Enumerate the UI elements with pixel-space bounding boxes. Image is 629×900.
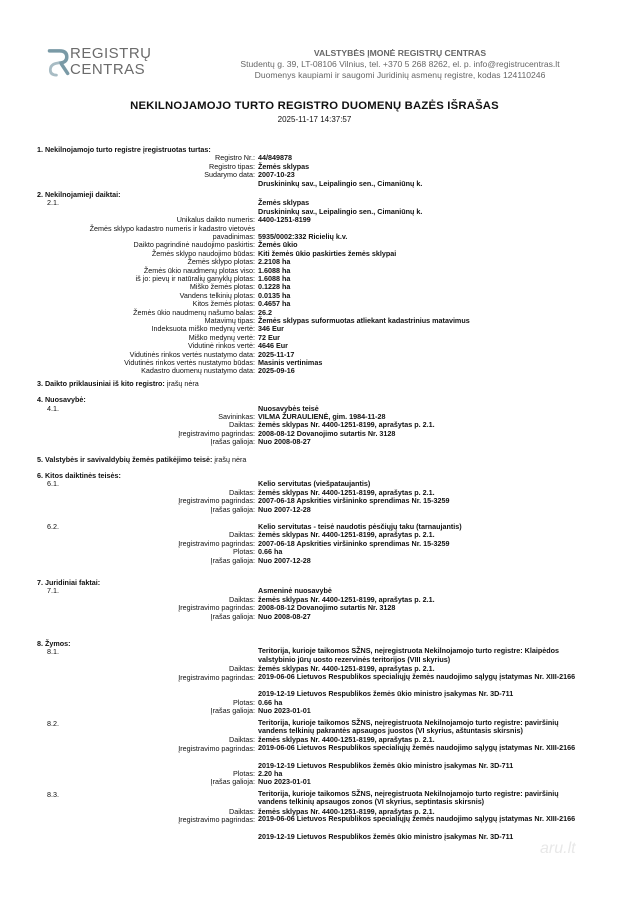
section-heading-text: 8. Žymos: <box>37 639 71 648</box>
field-value: 4400-1251-8199 <box>258 215 311 225</box>
field-value: Kelio servitutas (viešpataujantis) <box>258 479 371 489</box>
field-label: Vandens telkinių plotas: <box>179 290 255 300</box>
field-label: Kitos žemės plotas: <box>192 299 255 309</box>
field-value: Teritorija, kurioje taikomos SŽNS, neįregistruota Nekilnojamojo turto registre: paviršinių vandens telkinių pakrantės apsaugos juostos (VI skyrius, aštuntasis skirsnis) <box>258 717 559 736</box>
field-value: 2019-12-19 Lietuvos Respublikos žemės ūkio ministro įsakymas Nr. 3D-711 <box>258 689 514 699</box>
field-label: Daikto pagrindinė naudojimo paskirtis: <box>133 240 255 250</box>
field-value: 4646 Eur <box>258 341 288 351</box>
field-value: 0.0135 ha <box>258 290 291 300</box>
field-label: Žemės sklypo naudojimo būdas: <box>151 248 255 258</box>
field-label: Vidutinės rinkos vertės nustatymo data: <box>129 349 255 359</box>
field-label: Sudarymo data: <box>204 170 255 180</box>
field-label: Registro Nr.: <box>215 153 255 163</box>
field-value: Nuo 2023-01-01 <box>258 706 311 716</box>
field-value: Teritorija, kurioje taikomos SŽNS, neįregistruota Nekilnojamojo turto registre: Klaipėdos valstybinio jūrų uosto rezervinės teritorijos (VIII skyrius) <box>258 646 560 664</box>
document-datetime: 2025-11-17 14:37:57 <box>277 115 352 124</box>
field-label: Daiktas: <box>229 806 255 816</box>
field-value: Druskininkų sav., Leipalingio sen., Cimaniūnų k. <box>258 206 423 216</box>
field-label: Kadastro duomenų nustatymo data: <box>141 366 255 376</box>
field-value: 2007-10-23 <box>258 170 295 180</box>
field-value: Nuosavybės teisė <box>258 403 319 413</box>
section-heading-text: 1. Nekilnojamojo turto registre įregistruotas turtas: <box>37 145 211 154</box>
field-label: Daiktas: <box>229 735 255 745</box>
field-label: Plotas: <box>233 547 255 557</box>
field-label: Miško žemės plotas: <box>189 282 255 292</box>
field-label: Įrašas galioja: <box>210 777 255 787</box>
field-value: 44/849878 <box>258 153 292 163</box>
item-number: 8.1. <box>47 647 59 657</box>
section-heading-text: 2. Nekilnojamieji daiktai: <box>37 190 121 199</box>
field-value: 0.66 ha <box>258 547 283 557</box>
field-value: VILMA ŽURAULIENĖ, gim. 1984-11-28 <box>258 412 386 421</box>
field-value: Masinis vertinimas <box>258 358 323 367</box>
header-org: VALSTYBĖS ĮMONĖ REGISTRŲ CENTRAS <box>313 48 487 58</box>
field-value: 2007-06-18 Apskrities viršininko sprendimas Nr. 15-3259 <box>258 538 450 548</box>
section-heading <box>37 379 199 388</box>
field-value: 2019-12-19 Lietuvos Respublikos žemės ūkio ministro įsakymas Nr. 3D-711 <box>258 831 514 841</box>
field-label: Įregistravimo pagrindas: <box>178 672 255 682</box>
field-label: Daiktas: <box>229 530 255 540</box>
field-label: Indeksuota miško medynų vertė: <box>151 324 255 334</box>
field-label: Daiktas: <box>229 664 255 674</box>
item-number: 7.1. <box>47 586 59 596</box>
field-value: 2007-06-18 Apskrities viršininko sprendimas Nr. 15-3259 <box>258 496 450 506</box>
field-value: žemės sklypas Nr. 4400-1251-8199, aprašytas p. 2.1. <box>258 735 435 745</box>
field-label: Įregistravimo pagrindas: <box>178 496 255 506</box>
field-label: Įrašas galioja: <box>210 437 255 447</box>
field-label: Įregistravimo pagrindas: <box>178 815 255 824</box>
field-label: Vidutinės rinkos vertės nustatymo būdas: <box>124 358 255 367</box>
field-label: Įregistravimo pagrindas: <box>178 743 255 753</box>
document-title: NEKILNOJAMOJO TURTO REGISTRO DUOMENŲ BAZĖS IŠRAŠAS <box>130 100 499 112</box>
logo-line-1: REGISTRŲ <box>70 45 152 62</box>
logo-wordmark <box>70 46 152 78</box>
field-label: Įrašas galioja: <box>210 555 255 565</box>
section-heading-text: 4. Nuosavybė: <box>37 395 86 405</box>
section-heading <box>37 395 86 404</box>
field-value: žemės sklypas Nr. 4400-1251-8199, aprašytas p. 2.1. <box>258 594 435 604</box>
item-number: 8.2. <box>47 718 59 728</box>
field-value: 2019-06-06 Lietuvos Respublikos specialiųjų žemės naudojimo sąlygų įstatymas Nr. XIII-2166 <box>258 814 576 823</box>
item-number: 8.3. <box>47 789 59 799</box>
field-value: Nuo 2007-12-28 <box>258 504 311 514</box>
field-label: Daiktas: <box>229 487 255 497</box>
field-value: 2025-09-16 <box>258 366 295 376</box>
field-value: Nuo 2008-08-27 <box>258 611 311 621</box>
field-label: Matavimų tipas: <box>204 316 255 325</box>
field-value: Druskininkų sav., Leipalingio sen., Cimaniūnų k. <box>258 178 423 188</box>
item-number: 6.1. <box>47 479 59 489</box>
field-value: Teritorija, kurioje taikomos SŽNS, neįregistruota Nekilnojamojo turto registre: paviršinių vandens telkinių apsaugos zonos (VI skyrius, septintasis skirsnis) <box>258 788 559 807</box>
field-label: Žemės ūkio naudmenų plotas viso: <box>143 265 255 275</box>
field-label: Unikalus daikto numeris: <box>176 215 255 225</box>
field-value: Žemės ūkio <box>258 240 298 250</box>
field-value: Žemės sklypas <box>258 161 310 171</box>
field-label: Plotas: <box>233 769 255 778</box>
field-label: Įregistravimo pagrindas: <box>178 428 255 438</box>
field-label: Plotas: <box>233 697 255 707</box>
field-value: 346 Eur <box>258 324 284 334</box>
field-value: 2019-06-06 Lietuvos Respublikos specialiųjų žemės naudojimo sąlygų įstatymas Nr. XIII-2166 <box>258 671 576 681</box>
item-number: 6.2. <box>47 522 59 531</box>
field-value: Kelio servitutas - teisė naudotis pėsčiųjų taku (tarnaujantis) <box>258 522 462 531</box>
field-value: žemės sklypas Nr. 4400-1251-8199, aprašytas p. 2.1. <box>258 530 435 540</box>
field-value: Žemės sklypas <box>258 198 310 208</box>
field-label: Įregistravimo pagrindas: <box>178 538 255 548</box>
field-value: 1.6088 ha <box>258 265 291 275</box>
field-value: 2.20 ha <box>258 769 283 778</box>
field-value: Nuo 2007-12-28 <box>258 555 311 565</box>
field-value: 26.2 <box>258 307 272 317</box>
field-value: Nuo 2023-01-01 <box>258 777 311 787</box>
logo-line-2: CENTRAS <box>70 61 146 78</box>
section-heading-text: 3. Daikto priklausiniai iš kito registro: <box>37 378 165 388</box>
field-label: Daiktas: <box>229 594 255 604</box>
field-value: 0.66 ha <box>258 697 283 707</box>
item-number: 2.1. <box>47 198 59 208</box>
section-heading-tail: įrašų nėra <box>164 378 199 388</box>
field-value: 2.2108 ha <box>258 257 291 267</box>
field-value: 5935/0002:332 Ricielių k.v. <box>258 232 348 241</box>
field-label: Įrašas galioja: <box>210 611 255 621</box>
field-value: 1.6088 ha <box>258 274 291 283</box>
field-label: Žemės sklypo plotas: <box>187 257 255 267</box>
field-value: 2008-08-12 Dovanojimo sutartis Nr. 3128 <box>258 428 396 438</box>
field-value: žemės sklypas Nr. 4400-1251-8199, aprašytas p. 2.1. <box>258 806 435 816</box>
field-value: Kiti žemės ūkio paskirties žemės sklypai <box>258 248 397 258</box>
field-label: pavadinimas: <box>212 232 255 241</box>
header-address: Studentų g. 39, LT-08106 Vilnius, tel. +370 5 268 8262, el. p. info@registrucentras.lt <box>240 59 560 69</box>
section-heading-text: 6. Kitos daiktinės teisės: <box>37 471 121 480</box>
field-value: žemės sklypas Nr. 4400-1251-8199, aprašytas p. 2.1. <box>258 664 435 674</box>
section-heading-tail: įrašų nėra <box>212 454 247 464</box>
field-label: Miško medynų vertė: <box>188 332 255 342</box>
section-heading-text: 5. Valstybės ir savivaldybių žemės patikėjimo teisė: <box>37 454 213 464</box>
field-label: Žemės sklypo kadastro numeris ir kadastro vietovės <box>89 223 255 233</box>
field-value: žemės sklypas Nr. 4400-1251-8199, aprašytas p. 2.1. <box>258 487 435 497</box>
field-value: 72 Eur <box>258 332 280 342</box>
field-value: 2019-12-19 Lietuvos Respublikos žemės ūkio ministro įsakymas Nr. 3D-711 <box>258 760 514 770</box>
field-value: 2025-11-17 <box>258 349 295 359</box>
field-label: Vidutinė rinkos vertė: <box>188 341 255 351</box>
field-label: Įregistravimo pagrindas: <box>178 603 255 613</box>
field-value: Nuo 2008-08-27 <box>258 437 311 447</box>
section-heading-text: 7. Juridiniai faktai: <box>37 578 101 587</box>
field-label: Žemės ūkio naudmenų našumo balas: <box>133 307 255 317</box>
field-label: Savininkas: <box>218 412 255 421</box>
field-value: Žemės sklypas suformuotas atliekant kadastrinius matavimus <box>258 316 470 325</box>
field-label: Daiktas: <box>229 420 255 430</box>
field-value: 0.1228 ha <box>258 282 291 292</box>
field-value: 0.4657 ha <box>258 299 291 309</box>
registru-centras-logo-icon <box>46 46 72 80</box>
field-label: Įrašas galioja: <box>210 706 255 716</box>
field-label: Registro tipas: <box>209 161 255 171</box>
field-label: Įrašas galioja: <box>210 504 255 514</box>
section-heading <box>37 455 246 464</box>
section-heading <box>37 145 211 154</box>
field-value: 2019-06-06 Lietuvos Respublikos specialiųjų žemės naudojimo sąlygų įstatymas Nr. XIII-2166 <box>258 742 576 752</box>
field-value: žemės sklypas Nr. 4400-1251-8199, aprašytas p. 2.1. <box>258 420 435 430</box>
field-value: Asmeninė nuosavybė <box>258 586 332 596</box>
header-note: Duomenys kaupiami ir saugomi Juridinių asmenų registre, kodas 124110246 <box>254 70 546 80</box>
watermark: aru.lt <box>540 840 576 857</box>
field-value: 2008-08-12 Dovanojimo sutartis Nr. 3128 <box>258 603 396 613</box>
item-number: 4.1. <box>47 403 59 413</box>
field-label: iš jo: pievų ir natūralių ganyklų plotas: <box>135 274 255 283</box>
